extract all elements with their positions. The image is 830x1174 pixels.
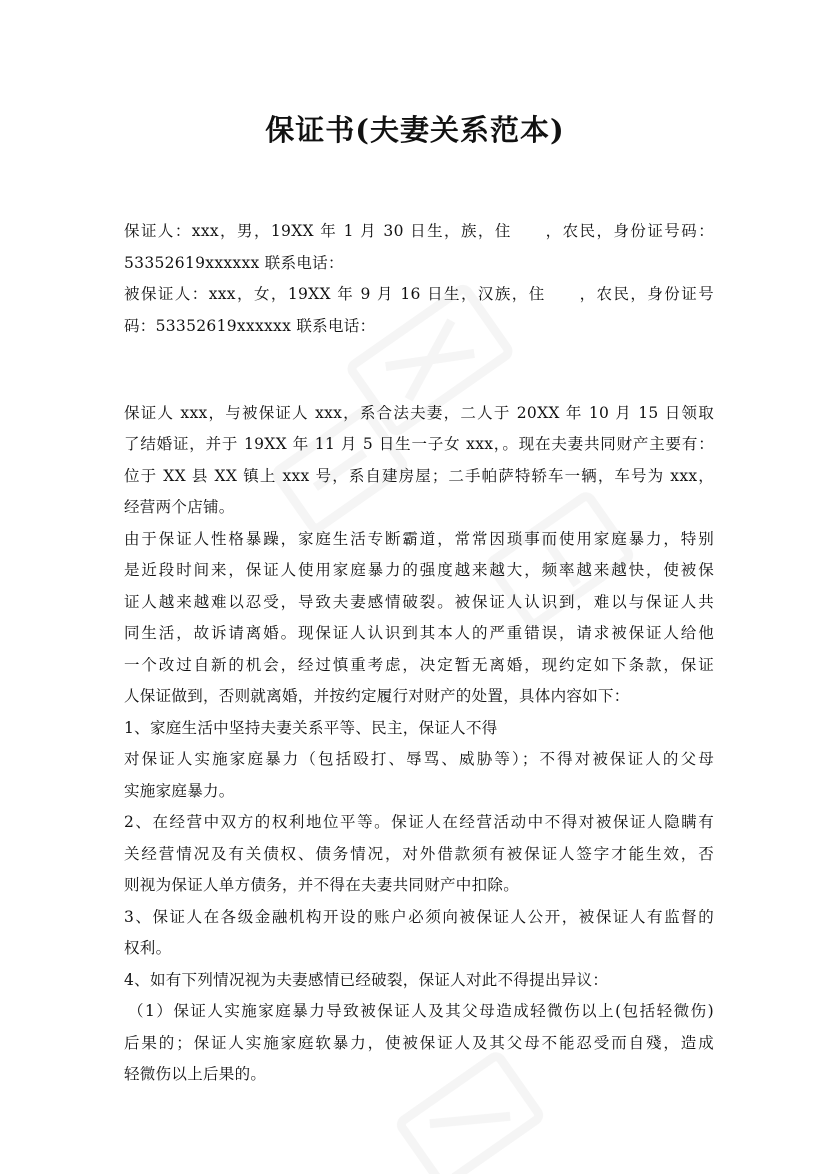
text-line: 了结婚证，并于 19XX 年 11 月 5 日生一子女 xxx，。现在夫妻共同财产主要有： [124, 435, 714, 453]
text-line: 对保证人实施家庭暴力（包括殴打、辱骂、威胁等）；不得对被保证人的父母 [124, 750, 714, 768]
text-line: 实施家庭暴力。 [124, 781, 235, 800]
paragraph-gap [124, 374, 714, 398]
document-body [124, 216, 714, 1091]
text-line: 码：53352619xxxxxx 联系电话： [124, 316, 376, 335]
paragraph-gap [124, 342, 714, 374]
text-line: 后果的；保证人实施家庭软暴力，使被保证人及其父母不能忍受而自殘，造成 [124, 1033, 714, 1052]
text-line: 保证人：xxx，男，19XX 年 1 月 30 日生，族，住 ，农民，身份证号码： [124, 222, 714, 240]
text-line: 位于 XX 县 XX 镇上 xxx 号，系自建房屋；二手帕萨特轿车一辆，车号为 xxx， [124, 466, 714, 485]
text-line: 由于保证人性格暴躁，家庭生活专断霸道，常常因琐事而使用家庭暴力，特别 [124, 529, 714, 548]
text-line: 则视为保证人单方债务，并不得在夫妻共同财产中扣除。 [124, 876, 520, 894]
document-title: 保证书(夫妻关系范本) [265, 113, 565, 147]
text-line: 是近段时间来，保证人使用家庭暴力的强度越来越大，频率越来越快，使被保 [124, 561, 714, 579]
text-line: 2、在经营中双方的权利地位平等。保证人在经营活动中不得对被保证人隐瞒有 [124, 813, 714, 831]
text-line: 权利。 [124, 939, 172, 957]
text-line: 轻微伤以上后果的。 [124, 1065, 267, 1083]
text-line: 53352619xxxxxx 联系电话： [124, 253, 344, 272]
text-line: （1）保证人实施家庭暴力导致被保证人及其父母造成轻微伤以上(包括轻微伤) [128, 1002, 714, 1020]
text-line: 一个改过自新的机会，经过慎重考虑，决定暂无离婚，现约定如下条款，保证 [124, 655, 714, 674]
text-line: 人保证做到，否则就离婚，并按约定履行对财产的处置，具体内容如下： [124, 687, 630, 705]
text-line: 同生活，故诉请离婚。现保证人认识到其本人的严重错误，请求被保证人给他 [124, 624, 714, 642]
text-line: 4、如有下列情况视为夫妻感情已经破裂，保证人对此不得提出异议： [124, 970, 609, 989]
text-line: 经营两个店铺。 [124, 498, 235, 516]
text-line: 保证人 xxx，与被保证人 xxx，系合法夫妻，二人于 20XX 年 10 月 15 日领取 [124, 403, 714, 422]
text-line: 3、保证人在各级金融机构开设的账户必须向被保证人公开，被保证人有监督的 [124, 907, 714, 926]
text-line: 证人越来越难以忍受，导致夫妻感情破裂。被保证人认识到，难以与保证人共 [124, 592, 714, 611]
text-line: 关经营情况及有关债权、债务情况，对外借款须有被保证人签字才能生效，否 [124, 844, 714, 863]
text-line: 被保证人：xxx，女，19XX 年 9 月 16 日生，汉族，住 ，农民，身份证号 [124, 285, 714, 303]
text-line: 1、家庭生活中坚持夫妻关系平等、民主，保证人不得 [124, 718, 498, 737]
